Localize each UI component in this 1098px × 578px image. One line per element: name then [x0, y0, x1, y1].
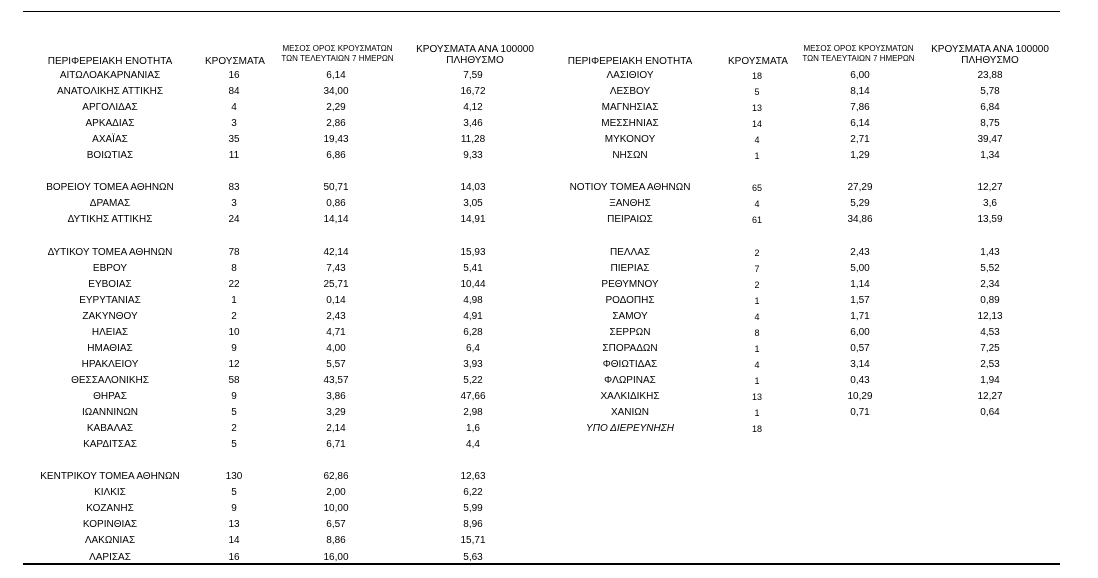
avg-cell: 5,57	[326, 358, 346, 370]
avg-cell: 3,86	[326, 391, 346, 402]
header-per100k-left-line2: ΠΛΗΘΥΣΜΟ	[446, 55, 504, 66]
cases-cell: 1	[754, 375, 760, 386]
top-rule	[23, 11, 1060, 12]
avg-cell: 1,29	[850, 150, 870, 162]
avg-cell: 6,14	[326, 70, 346, 81]
cases-cell: 1	[754, 151, 760, 162]
region-cell: ΧΑΝΙΩΝ	[610, 407, 650, 419]
region-cell: ΣΕΡΡΩΝ	[609, 326, 651, 338]
per100k-cell: 6,4	[466, 342, 480, 354]
cases-cell: 16	[228, 551, 240, 563]
cases-cell: 2	[754, 279, 760, 290]
per100k-cell: 5,63	[463, 551, 483, 563]
cases-cell: 7	[754, 263, 760, 274]
avg-cell: 6,00	[850, 70, 870, 81]
cases-cell: 22	[228, 278, 240, 290]
region-cell: ΛΑΚΩΝΙΑΣ	[84, 535, 136, 547]
per100k-cell: 15,71	[460, 535, 486, 547]
region-cell: ΕΥΒΟΙΑΣ	[88, 278, 132, 290]
header-per100k-right-line1: ΚΡΟΥΣΜΑΤΑ ΑΝΑ 100000	[931, 44, 1049, 55]
region-cell: ΗΛΕΙΑΣ	[91, 326, 129, 338]
avg-cell: 0,71	[850, 407, 870, 419]
header-per100k-right	[930, 44, 1050, 66]
region-cell: ΡΟΔΟΠΗΣ	[605, 294, 655, 306]
avg-cell: 6,14	[850, 118, 870, 130]
cases-cell: 4	[754, 311, 760, 322]
cases-cell: 58	[228, 374, 240, 386]
avg-cell: 0,43	[850, 374, 870, 386]
cases-cell: 9	[231, 342, 237, 354]
region-cell: ΑΙΤΩΛΟΑΚΑΡΝΑΝΙΑΣ	[59, 70, 161, 81]
region-cell: ΙΩΑΝΝΙΝΩΝ	[81, 407, 139, 419]
per100k-cell: 6,22	[463, 487, 483, 499]
region-cell: ΝΗΣΩΝ	[612, 150, 648, 162]
avg-cell: 8,14	[850, 86, 870, 98]
cases-cell: 1	[754, 408, 760, 419]
per100k-cell: 4,4	[466, 439, 480, 451]
header-avg-left-line1: ΜΕΣΟΣ ΟΡΟΣ ΚΡΟΥΣΜΑΤΩΝ	[282, 44, 393, 53]
cases-cell: 5	[754, 87, 760, 98]
region-cell: ΑΧΑΪΑΣ	[92, 134, 128, 146]
avg-cell: 2,71	[850, 134, 870, 146]
region-cell: ΛΑΡΙΣΑΣ	[89, 551, 131, 563]
avg-cell: 62,86	[323, 471, 349, 483]
cases-cell: 14	[228, 535, 240, 547]
cases-cell: 4	[754, 135, 760, 146]
avg-cell: 6,86	[326, 150, 346, 162]
avg-cell: 2,86	[326, 118, 346, 130]
cases-cell: 65	[751, 183, 762, 194]
region-cell: ΕΒΡΟΥ	[92, 262, 128, 274]
region-cell: ΚΟΖΑΝΗΣ	[86, 503, 134, 515]
avg-cell: 3,14	[850, 358, 870, 370]
region-cell: ΗΜΑΘΙΑΣ	[87, 342, 133, 354]
per100k-cell: 2,34	[980, 278, 1000, 290]
per100k-cell: 10,44	[460, 278, 486, 290]
cases-cell: 3	[231, 118, 237, 130]
per100k-cell: 4,98	[463, 294, 483, 306]
region-cell: ΔΥΤΙΚΟΥ ΤΟΜΕΑ ΑΘΗΝΩΝ	[47, 246, 173, 258]
cases-cell: 8	[231, 262, 237, 274]
cases-cell: 1	[231, 294, 237, 306]
cases-cell: 84	[228, 86, 240, 98]
region-cell: ΣΑΜΟΥ	[612, 310, 648, 322]
per100k-cell: 5,78	[980, 86, 1000, 98]
per100k-cell: 12,27	[977, 182, 1003, 194]
avg-cell: 1,57	[850, 294, 870, 306]
per100k-cell: 7,59	[463, 70, 483, 81]
region-cell: ΚΟΡΙΝΘΙΑΣ	[82, 519, 138, 531]
avg-cell: 10,00	[323, 503, 349, 515]
region-cell: ΑΡΚΑΔΙΑΣ	[85, 118, 135, 130]
cases-cell: 12	[228, 358, 240, 370]
cases-cell: 5	[231, 407, 237, 419]
region-cell: ΒΟΙΩΤΙΑΣ	[86, 150, 134, 162]
avg-cell: 34,86	[847, 214, 873, 226]
avg-cell: 8,86	[326, 535, 346, 547]
per100k-cell: 1,6	[466, 423, 480, 435]
per100k-cell: 12,27	[977, 391, 1003, 402]
region-cell: ΠΕΙΡΑΙΩΣ	[607, 214, 653, 226]
avg-cell: 0,86	[326, 198, 346, 210]
region-cell: ΛΑΣΙΘΙΟΥ	[606, 70, 654, 81]
avg-cell: 34,00	[323, 86, 349, 98]
avg-cell: 42,14	[323, 246, 349, 258]
cases-cell: 8	[754, 327, 760, 338]
cases-cell: 4	[754, 359, 760, 370]
cases-cell: 83	[228, 182, 240, 194]
cases-cell: 18	[751, 71, 762, 81]
per100k-cell: 2,53	[980, 358, 1000, 370]
cases-cell: 5	[231, 487, 237, 499]
avg-cell: 43,57	[323, 374, 349, 386]
region-cell: ΛΕΣΒΟΥ	[609, 86, 651, 98]
per100k-cell: 4,53	[980, 326, 1000, 338]
region-cell: ΚΑΒΑΛΑΣ	[86, 423, 134, 435]
per100k-cell: 23,88	[977, 70, 1003, 81]
cases-cell: 18	[751, 424, 762, 435]
avg-cell: 2,43	[326, 310, 346, 322]
per100k-cell: 5,52	[980, 262, 1000, 274]
region-cell: ΚΑΡΔΙΤΣΑΣ	[83, 439, 137, 451]
per100k-cell: 6,28	[463, 326, 483, 338]
region-cell: ΑΝΑΤΟΛΙΚΗΣ ΑΤΤΙΚΗΣ	[56, 86, 164, 98]
avg-cell: 0,14	[326, 294, 346, 306]
avg-cell: 1,71	[850, 310, 870, 322]
avg-cell: 3,29	[326, 407, 346, 419]
per100k-cell: 2,98	[463, 407, 483, 419]
cases-cell: 4	[754, 199, 760, 210]
cases-cell: 61	[751, 215, 762, 226]
avg-cell: 6,00	[850, 326, 870, 338]
avg-cell: 7,43	[326, 262, 346, 274]
region-cell: ΘΕΣΣΑΛΟΝΙΚΗΣ	[71, 374, 149, 386]
avg-cell: 2,29	[326, 102, 346, 114]
avg-cell: 2,43	[850, 246, 870, 258]
region-cell: ΧΑΛΚΙΔΙΚΗΣ	[600, 391, 660, 402]
avg-cell	[795, 422, 925, 436]
avg-cell: 7,86	[850, 102, 870, 114]
avg-cell: 5,00	[850, 262, 870, 274]
header-region-right: ΠΕΡΙΦΕΡΕΙΑΚΗ ΕΝΟΤΗΤΑ	[567, 56, 693, 67]
per100k-cell: 14,91	[460, 214, 486, 226]
cases-cell: 1	[754, 295, 760, 306]
header-per100k-left	[415, 44, 535, 66]
region-cell: ΚΙΛΚΙΣ	[94, 487, 126, 499]
region-cell: ΜΥΚΟΝΟΥ	[604, 134, 656, 146]
per100k-cell: 39,47	[977, 134, 1003, 146]
avg-cell: 16,00	[323, 551, 349, 563]
region-cell: ΞΑΝΘΗΣ	[609, 198, 651, 210]
avg-cell: 14,14	[323, 214, 349, 226]
per100k-cell: 3,6	[983, 198, 997, 210]
per100k-cell: 11,28	[460, 134, 486, 146]
region-cell: ΑΡΓΟΛΙΔΑΣ	[82, 102, 138, 114]
header-avg-left-line2: ΤΩΝ ΤΕΛΕΥΤΑΙΩΝ 7 ΗΜΕΡΩΝ	[281, 54, 394, 63]
avg-cell: 6,71	[326, 439, 346, 451]
cases-cell: 13	[751, 103, 762, 114]
region-cell: ΗΡΑΚΛΕΙΟΥ	[81, 358, 139, 370]
header-cases-right: ΚΡΟΥΣΜΑΤΑ	[728, 56, 788, 67]
region-cell: ΔΡΑΜΑΣ	[89, 198, 131, 210]
per100k-cell: 6,84	[980, 102, 1000, 114]
cases-cell: 78	[228, 246, 240, 258]
per100k-cell: 4,12	[463, 102, 483, 114]
region-cell: ΔΥΤΙΚΗΣ ΑΤΤΙΚΗΣ	[67, 214, 153, 226]
cases-cell: 2	[231, 423, 237, 435]
per100k-cell: 1,43	[980, 246, 1000, 258]
region-cell: ΚΕΝΤΡΙΚΟΥ ΤΟΜΕΑ ΑΘΗΝΩΝ	[40, 471, 180, 483]
per100k-cell: 0,64	[980, 407, 1000, 419]
region-cell: ΝΟΤΙΟΥ ΤΟΜΕΑ ΑΘΗΝΩΝ	[569, 182, 691, 194]
region-cell: ΥΠΟ ΔΙΕΡΕΥΝΗΣΗ	[586, 423, 674, 435]
per100k-cell: 5,99	[463, 503, 483, 515]
header-per100k-left-line1: ΚΡΟΥΣΜΑΤΑ ΑΝΑ 100000	[416, 44, 534, 55]
avg-cell: 27,29	[847, 182, 873, 194]
header-avg-left	[270, 44, 405, 64]
region-cell: ΦΛΩΡΙΝΑΣ	[604, 374, 656, 386]
header-avg-right-line1: ΜΕΣΟΣ ΟΡΟΣ ΚΡΟΥΣΜΑΤΩΝ	[803, 44, 914, 53]
region-cell: ΜΕΣΣΗΝΙΑΣ	[601, 118, 659, 130]
region-cell: ΕΥΡΥΤΑΝΙΑΣ	[79, 294, 141, 306]
avg-cell: 2,14	[326, 423, 346, 435]
per100k-cell: 14,03	[460, 182, 486, 194]
header-avg-right	[791, 44, 926, 64]
region-cell: ΡΕΘΥΜΝΟΥ	[601, 278, 659, 290]
cases-cell: 10	[228, 326, 240, 338]
per100k-cell: 8,96	[463, 519, 483, 531]
avg-cell: 25,71	[323, 278, 349, 290]
cases-cell: 9	[231, 391, 237, 402]
per100k-cell: 16,72	[460, 86, 486, 98]
avg-cell: 10,29	[847, 391, 873, 402]
per100k-cell: 1,94	[980, 374, 1000, 386]
cases-cell: 16	[228, 70, 240, 81]
region-cell: ΣΠΟΡΑΔΩΝ	[602, 342, 658, 354]
per100k-cell: 12,63	[460, 471, 486, 483]
per100k-cell: 3,93	[463, 358, 483, 370]
avg-cell: 5,29	[850, 198, 870, 210]
per100k-cell: 5,22	[463, 374, 483, 386]
per100k-cell: 4,91	[463, 310, 483, 322]
cases-cell: 5	[231, 439, 237, 451]
cases-cell: 130	[225, 471, 243, 483]
per100k-cell: 13,59	[977, 214, 1003, 226]
avg-cell: 4,71	[326, 326, 346, 338]
region-cell: ΘΗΡΑΣ	[93, 391, 127, 402]
cases-cell: 1	[754, 343, 760, 354]
bottom-rule	[23, 563, 1060, 565]
header-avg-right-line2: ΤΩΝ ΤΕΛΕΥΤΑΙΩΝ 7 ΗΜΕΡΩΝ	[802, 54, 915, 63]
region-cell: ΠΕΛΛΑΣ	[609, 246, 651, 258]
per100k-cell: 15,93	[460, 246, 486, 258]
cases-cell: 24	[228, 214, 240, 226]
per100k-cell: 3,46	[463, 118, 483, 130]
cases-cell: 14	[751, 119, 762, 130]
per100k-cell: 9,33	[463, 150, 483, 162]
header-cases-left: ΚΡΟΥΣΜΑΤΑ	[205, 56, 265, 67]
region-cell: ΒΟΡΕΙΟΥ ΤΟΜΕΑ ΑΘΗΝΩΝ	[46, 182, 174, 194]
per100k-cell: 47,66	[460, 391, 486, 402]
cases-cell: 4	[231, 102, 237, 114]
avg-cell: 50,71	[323, 182, 349, 194]
cases-cell: 35	[228, 134, 240, 146]
header-region-left: ΠΕΡΙΦΕΡΕΙΑΚΗ ΕΝΟΤΗΤΑ	[47, 56, 173, 67]
avg-cell: 4,00	[326, 342, 346, 354]
per100k-cell: 5,41	[463, 262, 483, 274]
region-cell: ΜΑΓΝΗΣΙΑΣ	[601, 102, 659, 114]
per100k-cell: 1,34	[980, 150, 1000, 162]
region-cell: ΦΘΙΩΤΙΔΑΣ	[602, 358, 658, 370]
per100k-cell: 8,75	[980, 118, 1000, 130]
region-cell: ΖΑΚΥΝΘΟΥ	[82, 310, 138, 322]
per100k-cell	[930, 422, 1050, 436]
per100k-cell: 12,13	[977, 310, 1003, 322]
avg-cell: 1,14	[850, 278, 870, 290]
avg-cell: 0,57	[850, 342, 870, 354]
cases-cell: 2	[231, 310, 237, 322]
cases-cell: 13	[751, 392, 762, 402]
cases-cell: 13	[228, 519, 240, 531]
cases-cell: 2	[754, 247, 760, 258]
region-cell: ΠΙΕΡΙΑΣ	[610, 262, 650, 274]
avg-cell: 19,43	[323, 134, 349, 146]
per100k-cell: 3,05	[463, 198, 483, 210]
cases-cell: 3	[231, 198, 237, 210]
cases-cell: 9	[231, 503, 237, 515]
header-per100k-right-line2: ΠΛΗΘΥΣΜΟ	[961, 55, 1019, 66]
per100k-cell: 7,25	[980, 342, 1000, 354]
per100k-cell: 0,89	[980, 294, 1000, 306]
cases-cell: 11	[228, 150, 240, 162]
avg-cell: 6,57	[326, 519, 346, 531]
avg-cell: 2,00	[326, 487, 346, 499]
